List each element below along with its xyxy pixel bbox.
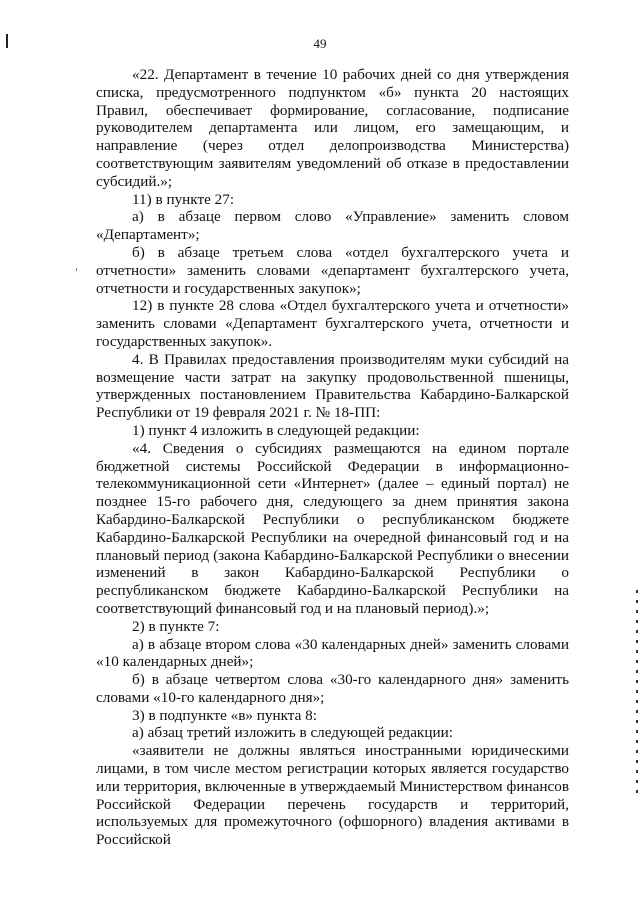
paragraph: а) в абзаце втором слова «30 календарных дней» заменить словами «10 календарных дней»; (96, 635, 569, 671)
paragraph: а) в абзаце первом слово «Управление» заменить словом «Департамент»; (96, 208, 569, 244)
paragraph: 12) в пункте 28 слова «Отдел бухгалтерского учета и отчетности» заменить словами «Департамент бухгалтерского учета, отчетности и государственных закупок». (96, 297, 569, 350)
paragraph: б) в абзаце третьем слова «отдел бухгалтерского учета и отчетности» заменить словами «департамент бухгалтерского учета, отчетности и государственных закупок»; (96, 243, 569, 297)
paragraph: б) в абзаце четвертом слова «30-го календарного дня» заменить словами «10-го календарного дня»; (96, 671, 569, 706)
scan-artifact-edge (636, 590, 638, 800)
paragraph: 4. В Правилах предоставления производителям муки субсидий на возмещение части затрат на закупку продовольственной пшеницы, утвержденных постановлением Правительства Кабардино-Балкарской Республики от 19 февраля 2021 г. № 18-ПП: (96, 350, 569, 422)
paragraph: 3) в подпункте «в» пункта 8: (132, 706, 317, 724)
scan-artifact-dot (76, 268, 77, 271)
paragraph: «4. Сведения о субсидиях размещаются на едином портале бюджетной системы Российской Федерации в информационно-телекоммуникационной сети «Интернет» (далее – единый портал) не позднее 15-го рабочего дня, следующего за днем принятия закона Кабардино-Балкарской Республики о республиканском бюджете Кабардино-Балкарской Республики на очередной финансовый год и на плановый период (закона Кабардино-Балкарской Республики о внесении изменений в закон Кабардино-Балкарской Республики о республиканском бюджете Кабардино-Балкарской Республики на соответствующий финансовый год и на плановый период).»; (96, 439, 569, 617)
paragraph: а) абзац третий изложить в следующей редакции: (132, 724, 453, 742)
paragraph: 11) в пункте 27: (132, 190, 235, 208)
paragraph: «22. Департамент в течение 10 рабочих дней со дня утверждения списка, предусмотренного подпунктом «б» пункта 20 настоящих Правил, обеспечивает формирование, согласование, подписание руководителем департамента или лицом, его замещающим, и направление (через отдел делопроизводства Министерства) соответствующим заявителям уведомлений об отказе в предоставлении субсидий.»; (96, 66, 569, 190)
paragraph: 1) пункт 4 изложить в следующей редакции: (132, 421, 420, 439)
paragraph: 2) в пункте 7: (132, 617, 220, 635)
paragraph: «заявители не должны являться иностранными юридическими лицами, в том числе местом регистрации которых является государство или территория, включенные в утверждаемый Министерством финансов Российской Федерации перечень государств и территорий, используемых для промежуточного (офшорного) владения активами в Российской (96, 742, 569, 849)
document-body (96, 66, 569, 849)
page-number: 49 (313, 36, 327, 51)
